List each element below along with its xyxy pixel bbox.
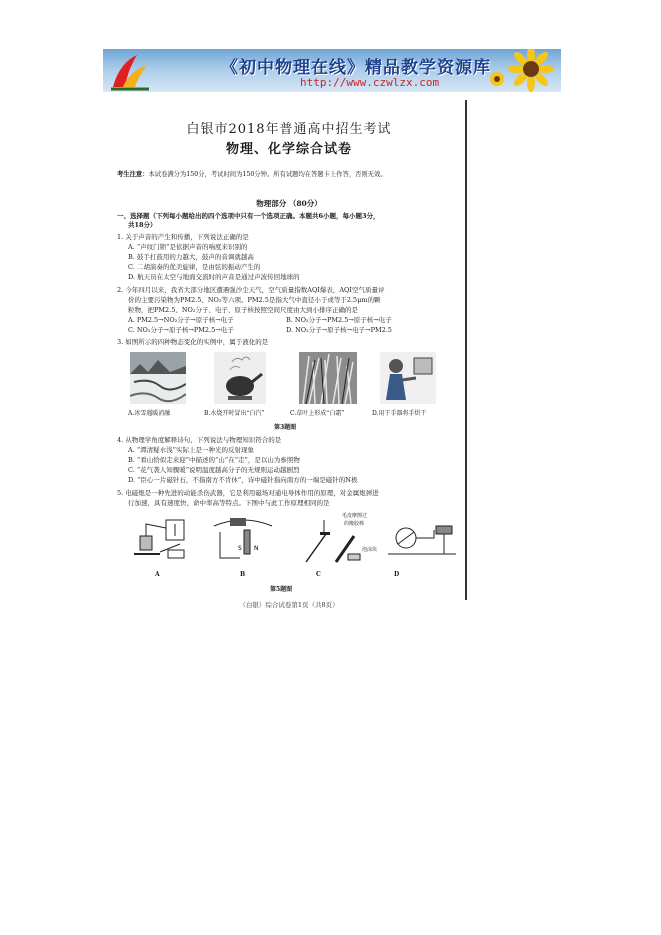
svg-text:S: S bbox=[238, 545, 242, 552]
q3-photo-b bbox=[214, 352, 266, 404]
exam-subtitle: 物理、化学综合试卷 bbox=[225, 142, 352, 157]
part-heading: 物理部分 （80分） bbox=[256, 199, 322, 208]
frost-grass-icon bbox=[299, 352, 357, 404]
q1-option-c: C. 二胡演奏的优美旋律，是由弦的振动产生的 bbox=[128, 263, 261, 271]
banner-url[interactable]: http://www.czwlzx.com bbox=[300, 76, 440, 89]
q2-option-b: B. NO₂分子→PM2.5→原子核→电子 bbox=[286, 316, 392, 324]
q5-label-c: C bbox=[316, 571, 321, 578]
q4-option-a: A. “潭清疑水浅”实际上是一种光的反射现象 bbox=[128, 446, 254, 454]
q3-photo-a bbox=[130, 352, 186, 404]
q3-photo-c bbox=[299, 352, 357, 404]
sunflower-icon bbox=[479, 49, 559, 92]
q5-diagram-a bbox=[130, 514, 190, 566]
q2-stem-line3: 粒物，把PM2.5、NO₂分子、电子、原子核按照空间尺度由大到小排序正确的是 bbox=[128, 306, 358, 314]
q5-diagram-d bbox=[384, 514, 460, 566]
q3-caption-b: B.水烧开时冒出“白汽” bbox=[204, 410, 265, 417]
q4-option-b: B. “看山恰似走来迎”中描述的“山”在“走”，是以山为参照物 bbox=[128, 456, 300, 464]
q1-option-b: B. 鼓手打鼓用的力越大，鼓声的音调就越高 bbox=[128, 253, 254, 261]
section-instructions-cont: 共18分） bbox=[128, 221, 157, 229]
q1-option-a: A. “声纹门锁”是依据声音的响度来识别的 bbox=[128, 243, 248, 251]
site-banner bbox=[103, 49, 561, 92]
q4-option-d: D. “臣心一片磁针石，不指南方不肯休”，诗中磁针指向南方的一端是磁针的N极 bbox=[128, 476, 358, 484]
q5-figure-label: 第5题图 bbox=[270, 586, 293, 593]
q4-option-c: C. “花气袭人知骤暖”说明温度越高分子的无规则运动越剧烈 bbox=[128, 466, 300, 474]
page-footer: （白银）综合试卷第1页（共8页） bbox=[239, 601, 339, 609]
hand-dryer-icon bbox=[380, 352, 436, 404]
site-logo-icon bbox=[107, 51, 153, 91]
notice-text: 本试卷满分为150分，考试时间为150分钟。所有试题均在答题卡上作答，否则无效。 bbox=[148, 171, 387, 178]
q5-stem-line1: 5. 电磁炮是一种先进的动能杀伤武器，它是利用磁场对通电导体作用的原理，对金属炮弹进 bbox=[117, 489, 379, 497]
q5-label-b: B bbox=[240, 571, 246, 578]
section-instructions: 一、选择题（下列每小题给出的四个选项中只有一个选项正确。本题共6小题，每小题3分， bbox=[117, 212, 380, 220]
q5-c-text3: 泡沫块 bbox=[362, 547, 378, 553]
q2-option-a: A. PM2.5→NO₂分子→原子核→电子 bbox=[128, 316, 234, 324]
q3-photo-d bbox=[380, 352, 436, 404]
melting-snow-icon bbox=[130, 352, 186, 404]
q3-stem: 3. 如图所示的四种物态变化的实例中，属于液化的是 bbox=[117, 338, 269, 346]
q2-stem-line1: 2. 今年四月以来，我省大部分地区遭遇强沙尘天气，空气质量指数AQI爆表，AQI空气质量评 bbox=[117, 286, 385, 294]
svg-text:N: N bbox=[254, 545, 259, 552]
q3-figure-label: 第3题图 bbox=[274, 424, 297, 431]
q5-diagram-b bbox=[210, 514, 276, 566]
q2-stem-line2: 价的主要污染物为PM2.5、NO₂等六项。PM2.5是指大气中直径小于或等于2.5μm的颗 bbox=[128, 296, 381, 304]
q3-caption-c: C.草叶上形成“白霜” bbox=[290, 410, 345, 417]
q5-c-text2: 的橡胶棒 bbox=[344, 521, 365, 527]
q3-caption-d: D.用干手器将手烘干 bbox=[372, 410, 427, 417]
q2-option-d: D. NO₂分子→原子核→电子→PM2.5 bbox=[286, 326, 392, 334]
exam-title: 白银市2018年普通高中招生考试 bbox=[186, 122, 392, 137]
q4-stem: 4. 从物理学角度解释诗句，下列说法与物理知识符合的是 bbox=[117, 436, 282, 444]
boiling-kettle-icon bbox=[214, 352, 266, 404]
q5-label-a: A bbox=[155, 571, 160, 578]
notice-label: 考生注意： bbox=[117, 171, 149, 178]
q3-caption-a: A.冰雪遇暖消融 bbox=[128, 410, 171, 417]
candidate-notice bbox=[117, 169, 467, 178]
exam-page bbox=[110, 100, 468, 610]
q2-option-c: C. NO₂分子→原子核→PM2.5→电子 bbox=[128, 326, 234, 334]
q1-stem: 1. 关于声音的产生和传播，下列说法正确的是 bbox=[117, 233, 249, 241]
q5-label-d: D bbox=[394, 571, 400, 578]
banner-title: 《初中物理在线》精品教学资源库 bbox=[221, 58, 491, 78]
q5-stem-line2: 行加速，具有速度快、命中率高等特点。下图中与此工作原理相同的是 bbox=[128, 499, 330, 507]
q1-option-d: D. 航天员在太空与地面交流时的声音是通过声波传回地球的 bbox=[128, 273, 300, 281]
q5-c-text1: 毛皮摩擦过 bbox=[342, 513, 368, 519]
